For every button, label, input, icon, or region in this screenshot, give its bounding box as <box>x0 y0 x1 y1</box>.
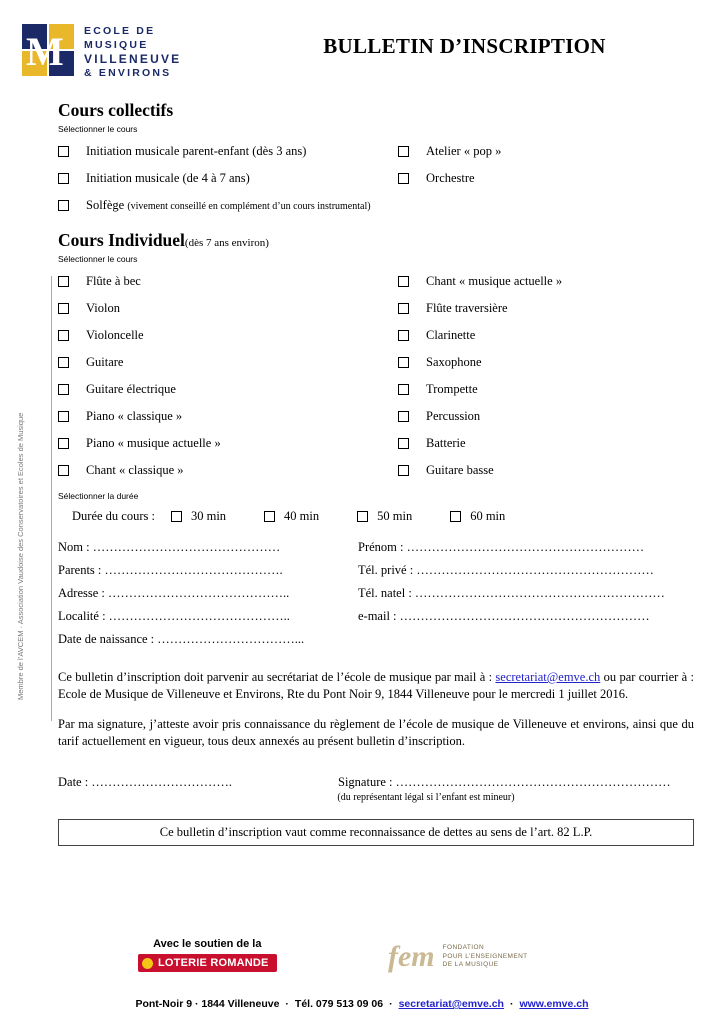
checkbox-icon[interactable] <box>264 511 275 522</box>
option-orchestre[interactable] <box>398 171 694 185</box>
fem-line-1: FONDATION <box>442 944 485 952</box>
duration-option-label: 40 min <box>284 509 320 523</box>
loterie-romande-logo <box>138 954 277 972</box>
option-guitare-basse[interactable] <box>398 463 694 477</box>
personal-fields <box>58 540 694 647</box>
option-label: Flûte traversière <box>426 301 508 315</box>
document-footer: Pont-Noir 9 · 1844 Villeneuve · Tél. 079 513 09 06 · secretariat@emve.ch · www.emve.ch <box>135 998 589 1010</box>
loterie-dot-icon <box>142 958 153 969</box>
field-row <box>58 632 694 647</box>
signature-note: (du représentant légal si l’enfant est mineur) <box>337 792 515 803</box>
option-label: Chant « musique actuelle » <box>426 274 563 288</box>
option-row <box>58 382 694 396</box>
duration-option-label: 50 min <box>377 509 413 523</box>
option-note: (vivement conseillé en complément d’un cours instrumental) <box>127 201 371 212</box>
field-label: Prénom : <box>358 540 404 554</box>
option-label: Trompette <box>426 382 478 396</box>
sponsor-loterie <box>138 938 277 972</box>
fem-line-3: DE LA MUSIQUE <box>442 961 499 969</box>
field-localite[interactable] <box>58 609 358 624</box>
duration-option-label: 60 min <box>470 509 506 523</box>
duration-option-60[interactable] <box>450 509 505 524</box>
checkbox-icon[interactable] <box>171 511 182 522</box>
logo-line-1: ECOLE DE <box>84 25 156 37</box>
field-row <box>58 609 694 624</box>
field-row <box>58 586 694 601</box>
checkbox-icon[interactable] <box>58 276 69 287</box>
field-input-line[interactable]: …………………………………….. <box>108 586 290 600</box>
option-chant-musique-actuelle[interactable] <box>398 274 694 288</box>
option-piano-classique[interactable] <box>58 409 398 423</box>
option-label: Piano « classique » <box>86 409 183 423</box>
duration-label: Durée du cours : <box>72 509 155 523</box>
logo-line-4: & ENVIRONS <box>84 67 172 79</box>
side-vertical-note: Membre de l’AVCEM · Association Vaudoise des Conservatoires et Ecoles de Musique <box>16 412 25 700</box>
logo-line-3: VILLENEUVE <box>84 52 182 66</box>
checkbox-icon[interactable] <box>58 200 69 211</box>
option-label: Guitare <box>86 355 124 369</box>
duration-option-40[interactable] <box>264 509 319 524</box>
field-label: Tél. natel : <box>358 586 412 600</box>
email-link-secretariat[interactable]: secretariat@emve.ch <box>495 670 601 684</box>
footer-email-link[interactable]: secretariat@emve.ch <box>398 998 504 1010</box>
sponsor-fem <box>388 942 528 972</box>
field-label: Tél. privé : <box>358 563 414 577</box>
loterie-label: LOTERIE ROMANDE <box>158 957 269 969</box>
duration-option-30[interactable] <box>171 509 226 524</box>
option-initiation-parent-enfant[interactable] <box>58 144 398 158</box>
field-input-line[interactable]: …………………………………….. <box>108 609 290 623</box>
checkbox-icon[interactable] <box>450 511 461 522</box>
collective-options <box>58 144 694 214</box>
option-batterie[interactable] <box>398 436 694 450</box>
field-date[interactable] <box>58 775 338 790</box>
option-chant-classique[interactable] <box>58 463 398 477</box>
section-left-rule <box>51 276 52 721</box>
field-input-line[interactable]: ……………………………………… <box>92 540 281 554</box>
option-initiation-4-7[interactable] <box>58 171 398 185</box>
field-label: Localité : <box>58 609 106 623</box>
signature-row <box>58 775 694 790</box>
field-input-line[interactable]: ………………………………………………… <box>416 563 654 577</box>
field-input-line[interactable]: ………………………………………………… <box>406 540 645 554</box>
field-tel-prive[interactable] <box>358 563 694 578</box>
checkbox-icon[interactable] <box>357 511 368 522</box>
option-label: Piano « musique actuelle » <box>86 436 221 450</box>
checkbox-icon[interactable] <box>398 465 409 476</box>
checkbox-icon[interactable] <box>58 411 69 422</box>
option-row <box>58 328 694 342</box>
field-label: Signature : <box>338 775 393 789</box>
collective-hint: Sélectionner le cours <box>58 124 138 134</box>
field-input-line[interactable]: ………………………………………………………… <box>395 775 671 789</box>
checkbox-icon[interactable] <box>398 411 409 422</box>
field-nom[interactable] <box>58 540 358 555</box>
option-solfege[interactable] <box>58 198 371 214</box>
option-clarinette[interactable] <box>398 328 694 342</box>
checkbox-icon[interactable] <box>398 330 409 341</box>
sponsors-area <box>58 938 694 984</box>
checkbox-icon[interactable] <box>398 438 409 449</box>
option-trompette[interactable] <box>398 382 694 396</box>
checkbox-icon[interactable] <box>398 357 409 368</box>
option-label: Batterie <box>426 436 466 450</box>
field-input-line[interactable]: …………………………………………………… <box>399 609 650 623</box>
field-label: Parents : <box>58 563 102 577</box>
option-row <box>58 274 694 288</box>
checkbox-icon[interactable] <box>58 146 69 157</box>
logo-mark-icon <box>22 24 74 80</box>
field-label: Nom : <box>58 540 90 554</box>
checkbox-icon[interactable] <box>58 357 69 368</box>
field-row <box>58 563 694 578</box>
page-title: BULLETIN D’INSCRIPTION <box>323 34 606 58</box>
field-email[interactable] <box>358 609 694 624</box>
option-violoncelle[interactable] <box>58 328 398 342</box>
option-flute-a-bec[interactable] <box>58 274 398 288</box>
section-title-individual <box>58 230 694 251</box>
fem-logo-text <box>443 944 528 970</box>
duration-row <box>72 509 694 524</box>
checkbox-icon[interactable] <box>398 384 409 395</box>
option-label: Initiation musicale (de 4 à 7 ans) <box>86 171 250 185</box>
option-label: Initiation musicale parent-enfant (dès 3 ans) <box>86 144 307 158</box>
option-row <box>58 436 694 450</box>
field-tel-natel[interactable] <box>358 586 694 601</box>
field-date-naissance[interactable] <box>58 632 304 647</box>
school-logo <box>22 22 202 82</box>
option-label: Violon <box>86 301 120 315</box>
option-label: Percussion <box>426 409 481 423</box>
document-header <box>22 22 702 84</box>
option-label: Saxophone <box>426 355 482 369</box>
field-input-line[interactable]: ……………………………... <box>157 632 305 646</box>
duration-hint: Sélectionner la durée <box>58 491 139 501</box>
duration-option-50[interactable] <box>357 509 412 524</box>
logo-monogram: M <box>26 29 62 74</box>
checkbox-icon[interactable] <box>398 276 409 287</box>
option-guitare[interactable] <box>58 355 398 369</box>
option-row <box>58 144 694 158</box>
footer-address: Pont-Noir 9 · 1844 Villeneuve <box>135 998 280 1010</box>
checkbox-icon[interactable] <box>58 384 69 395</box>
field-adresse[interactable] <box>58 586 358 601</box>
option-row <box>58 198 694 214</box>
option-guitare-electrique[interactable] <box>58 382 398 396</box>
individual-hint: Sélectionner le cours <box>58 254 138 264</box>
option-piano-musique-actuelle[interactable] <box>58 436 398 450</box>
fem-line-2: POUR L’ENSEIGNEMENT <box>442 952 528 960</box>
checkbox-icon[interactable] <box>58 465 69 476</box>
field-input-line[interactable]: ……………………………. <box>91 775 232 789</box>
checkbox-icon[interactable] <box>398 303 409 314</box>
option-saxophone[interactable] <box>398 355 694 369</box>
logo-wordmark <box>84 24 181 80</box>
checkbox-icon[interactable] <box>58 330 69 341</box>
option-label: Flûte à bec <box>86 274 141 288</box>
fem-logo-mark: fem <box>388 940 435 973</box>
option-label: Chant « classique » <box>86 463 184 477</box>
debt-notice: Ce bulletin d’inscription vaut comme reconnaissance de dettes au sens de l’art. 82 L.P. <box>58 819 694 846</box>
field-label: e-mail : <box>358 609 397 623</box>
field-parents[interactable] <box>58 563 358 578</box>
checkbox-icon[interactable] <box>398 146 409 157</box>
individual-options <box>58 274 694 477</box>
option-flute-traversiere[interactable] <box>398 301 694 315</box>
duration-option-label: 30 min <box>190 509 227 523</box>
section-title-individual-text: Cours Individuel <box>58 230 185 250</box>
field-label: Date de naissance : <box>58 632 155 646</box>
field-row <box>58 540 694 555</box>
field-label: Adresse : <box>58 586 105 600</box>
option-label: Clarinette <box>426 328 476 342</box>
paragraph-signature-statement: Par ma signature, j’atteste avoir pris connaissance du règlement de l’école de musique de Villeneuve et environs, ainsi que du tarif actuellement en vigueur, tous deux annexés au présent bulletin d’inscription. <box>58 717 694 748</box>
checkbox-icon[interactable] <box>58 438 69 449</box>
option-label: Solfège <box>86 198 125 212</box>
option-atelier-pop[interactable] <box>398 144 694 158</box>
field-input-line[interactable]: ……………………………………. <box>104 563 283 577</box>
option-label: Guitare basse <box>426 463 494 477</box>
field-signature[interactable] <box>338 775 694 790</box>
option-label: Violoncelle <box>86 328 144 342</box>
option-row <box>58 171 694 185</box>
option-row <box>58 463 694 477</box>
paragraph-submission-after: ou par courrier à : Ecole de Musique de Villeneuve et Environs, Rte du Pont Noir 9, 1844 Villeneuve pour le mercredi 1 juillet 2016. <box>58 670 694 701</box>
option-row <box>58 409 694 423</box>
paragraph-submission-before: Ce bulletin d’inscription doit parvenir au secrétariat de l’école de musique par mail à : <box>58 670 496 684</box>
field-prenom[interactable] <box>358 540 694 555</box>
option-percussion[interactable] <box>398 409 694 423</box>
logo-line-2: MUSIQUE <box>84 39 149 51</box>
section-title-collective: Cours collectifs <box>58 100 174 120</box>
checkbox-icon[interactable] <box>58 303 69 314</box>
footer-phone: Tél. 079 513 09 06 <box>294 998 384 1010</box>
option-label: Atelier « pop » <box>426 144 502 158</box>
field-label: Date : <box>58 775 89 789</box>
option-violon[interactable] <box>58 301 398 315</box>
checkbox-icon[interactable] <box>398 173 409 184</box>
option-row <box>58 355 694 369</box>
option-row <box>58 301 694 315</box>
footer-website-link[interactable]: www.emve.ch <box>519 998 589 1010</box>
option-label: Orchestre <box>426 171 475 185</box>
sponsor-tagline: Avec le soutien de la <box>153 938 262 950</box>
paragraph-submission <box>58 669 694 702</box>
option-label: Guitare électrique <box>86 382 176 396</box>
field-input-line[interactable]: …………………………………………………… <box>414 586 665 600</box>
checkbox-icon[interactable] <box>58 173 69 184</box>
document-content <box>58 100 694 846</box>
section-title-individual-note: (dès 7 ans environ) <box>184 237 269 249</box>
